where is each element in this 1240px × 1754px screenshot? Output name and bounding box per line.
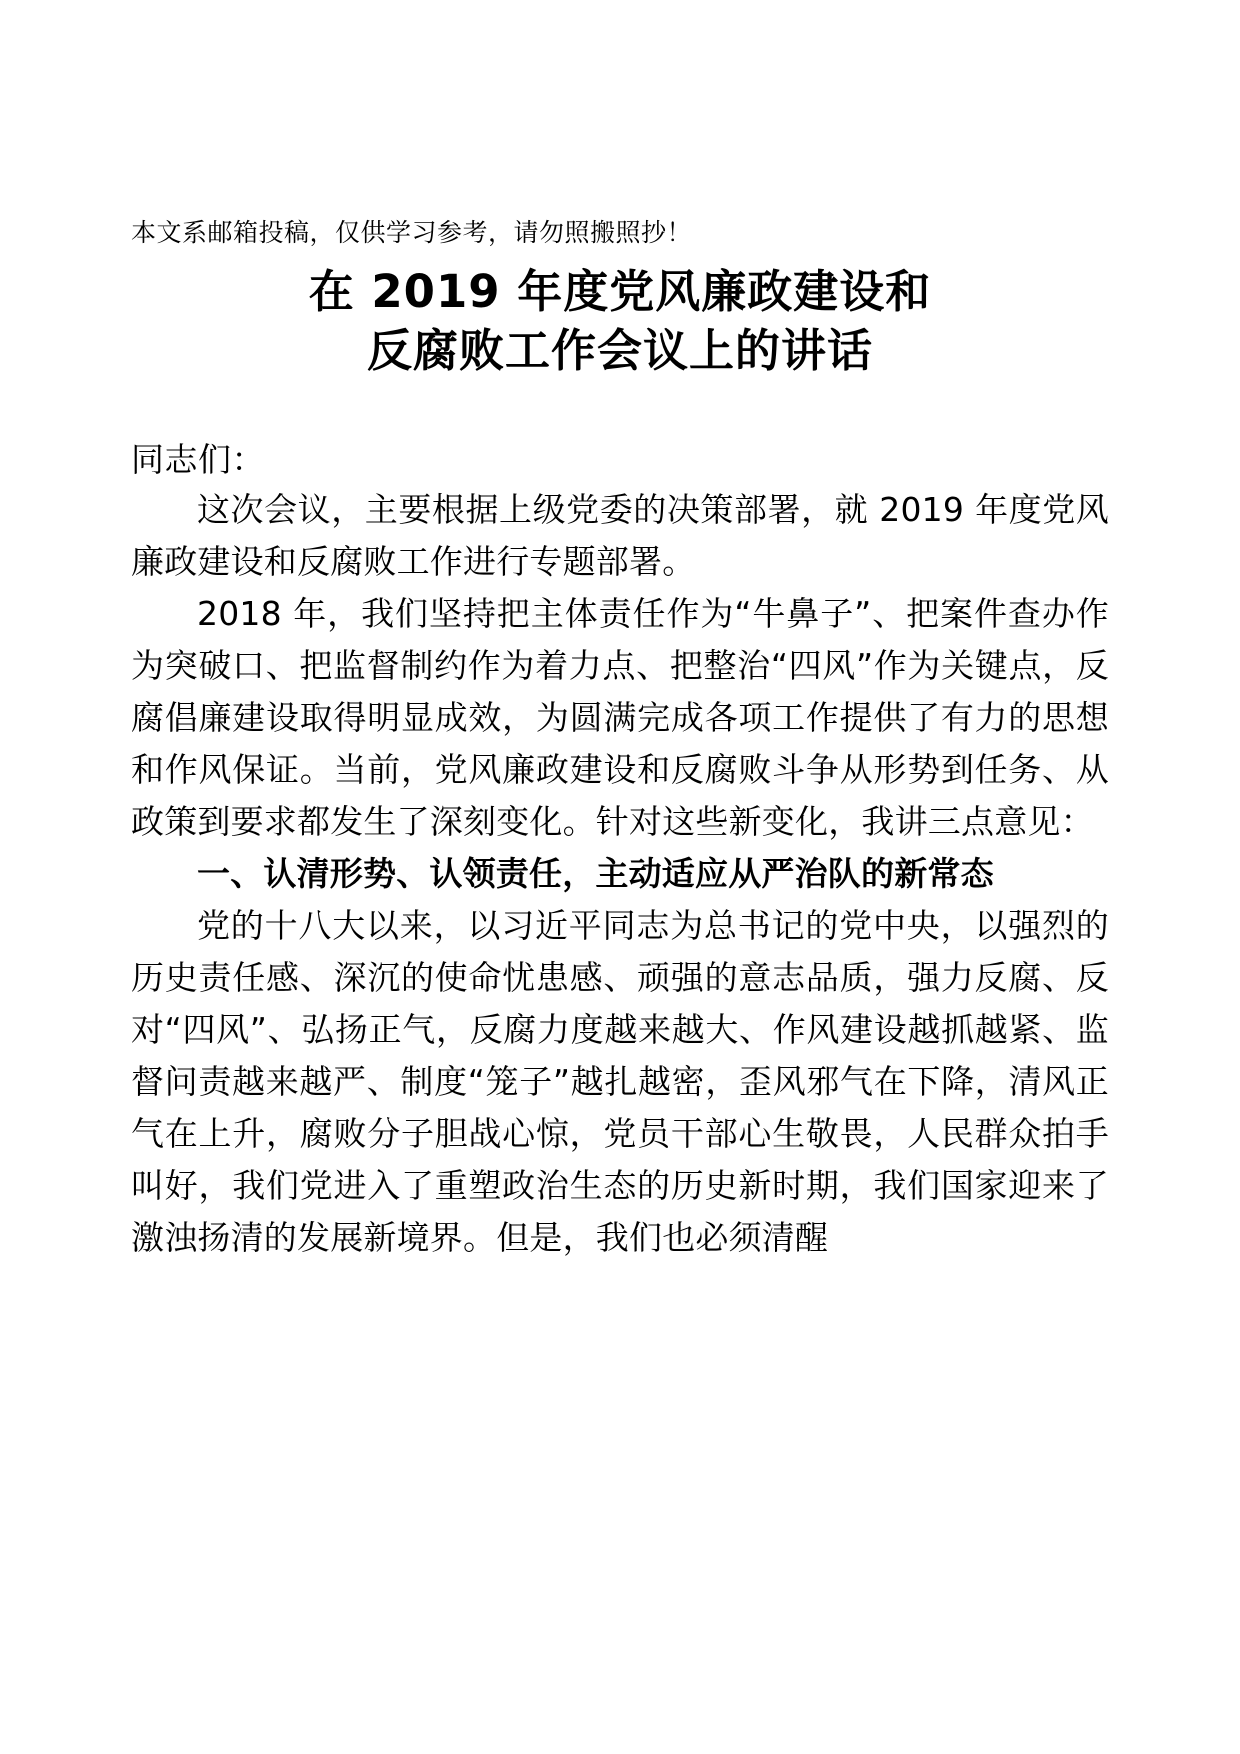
- section-heading-one: 一、认清形势、认领责任，主动适应从严治队的新常态: [197, 854, 994, 894]
- body-paragraph-1: 这次会议，主要根据上级党委的决策部署，就 2019 年度党风廉政建设和反腐败工作进行专题部署。: [131, 490, 1109, 582]
- page-title: [131, 262, 1109, 381]
- submission-notice: 本文系邮箱投稿，仅供学习参考，请勿照搬照抄！: [131, 218, 693, 247]
- body-paragraph-3: 党的十八大以来，以习近平同志为总书记的党中央，以强烈的历史责任感、深沉的使命忧患感、顽强的意志品质，强力反腐、反对“四风”、弘扬正气，反腐力度越来越大、作风建设越抓越紧、监督问责越来越严、制度“笼子”越扎越密，歪风邪气在下降，清风正气在上升，腐败分子胆战心惊，党员干部心生敬畏，人民群众拍手叫好，我们党进入了重塑政治生态的历史新时期，我们国家迎来了激浊扬清的发展新境界。但是，我们也必须清醒: [131, 906, 1109, 1258]
- body-paragraph-2: 2018 年，我们坚持把主体责任作为“牛鼻子”、把案件查办作为突破口、把监督制约作为着力点、把整治“四风”作为关键点，反腐倡廉建设取得明显成效，为圆满完成各项工作提供了有力的思想和作风保证。当前，党风廉政建设和反腐败斗争从形势到任务、从政策到要求都发生了深刻变化。针对这些新变化，我讲三点意见：: [131, 594, 1109, 842]
- salutation: 同志们：: [131, 439, 265, 479]
- document-content: [131, 0, 1109, 1264]
- title-line-1: 在 2019 年度党风廉政建设和: [308, 265, 932, 318]
- title-line-2: 反腐败工作会议上的讲话: [366, 324, 873, 378]
